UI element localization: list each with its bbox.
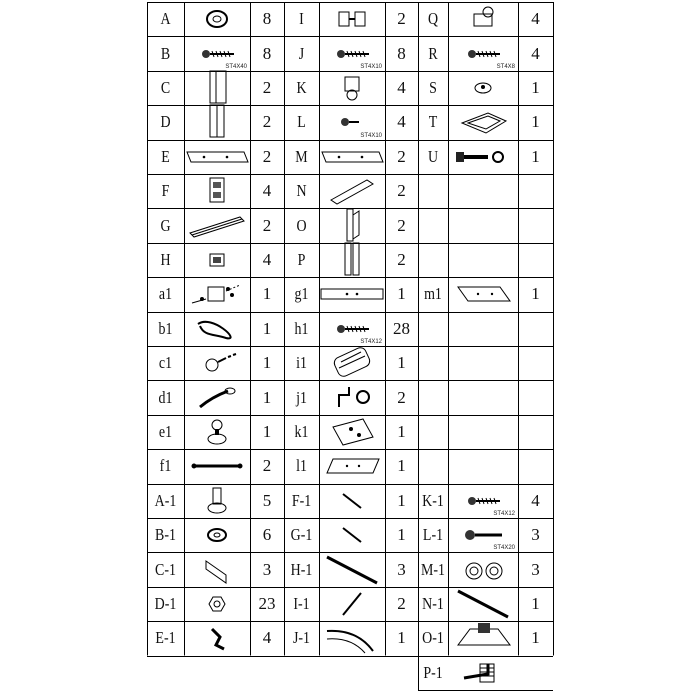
part-picture	[319, 587, 385, 621]
part-label: D	[160, 112, 171, 132]
part-picture	[448, 2, 518, 36]
part-quantity	[518, 243, 553, 277]
part-picture	[319, 2, 385, 36]
part-picture	[448, 587, 518, 621]
part-size-note: ST4X10	[360, 132, 382, 139]
part-quantity	[518, 346, 553, 380]
part-picture	[319, 518, 385, 552]
frame-profile-icon	[182, 107, 252, 137]
part-quantity	[518, 449, 553, 483]
part-label: h1	[294, 318, 309, 338]
part-label: i1	[296, 353, 307, 373]
part-quantity: 4	[262, 628, 272, 648]
part-picture	[448, 105, 518, 139]
part-label: S	[429, 77, 437, 97]
part-label: N-1	[422, 593, 444, 613]
part-quantity: 6	[262, 525, 272, 545]
part-quantity	[518, 380, 553, 414]
part-label: I	[299, 9, 304, 29]
empty-cell	[421, 208, 446, 242]
part-quantity: 8	[262, 43, 272, 63]
part-quantity	[518, 312, 553, 346]
part-quantity: 2	[397, 181, 406, 201]
part-quantity	[518, 174, 553, 208]
part-picture	[184, 277, 250, 311]
knob-icon	[182, 417, 252, 447]
part-picture	[319, 36, 385, 70]
part-label: P-1	[423, 662, 443, 682]
part-quantity: 1	[262, 387, 272, 407]
part-quantity: 4	[531, 490, 540, 510]
part-picture	[448, 243, 518, 277]
bolt-icon	[448, 142, 518, 172]
part-label: D-1	[154, 593, 177, 613]
washer-icon	[182, 520, 252, 550]
part-quantity: 23	[258, 593, 276, 613]
empty-cell	[421, 346, 446, 380]
part-quantity	[518, 415, 553, 449]
drain-pipe-icon	[448, 658, 518, 688]
part-label: M	[295, 146, 308, 166]
part-picture	[184, 174, 250, 208]
part-quantity: 1	[397, 421, 406, 441]
long-rod-icon	[317, 555, 387, 585]
part-quantity: 1	[397, 353, 406, 373]
part-quantity: 1	[262, 421, 272, 441]
part-picture	[184, 346, 250, 380]
part-label: K	[296, 77, 307, 97]
drain-base-icon	[448, 623, 518, 653]
part-label: C-1	[155, 559, 176, 579]
drain-hose-icon	[317, 348, 387, 378]
hose-icon	[182, 314, 252, 344]
part-label: e1	[158, 421, 173, 441]
part-size-note: ST4X10	[360, 63, 382, 70]
part-quantity: 2	[262, 456, 272, 476]
curved-panel-icon	[317, 623, 387, 653]
part-quantity: 1	[397, 284, 406, 304]
part-size-note: ST4X20	[493, 545, 515, 552]
part-label: J-1	[292, 628, 311, 648]
part-quantity: 3	[397, 559, 406, 579]
part-picture	[184, 380, 250, 414]
part-label: T	[428, 112, 438, 132]
part-label: C	[160, 77, 171, 97]
nut-icon	[182, 589, 252, 619]
part-picture	[319, 346, 385, 380]
flat-bar-icon	[317, 142, 387, 172]
part-label: B	[160, 43, 171, 63]
hinge-icon	[317, 4, 387, 34]
part-picture	[184, 484, 250, 518]
part-label: B-1	[155, 525, 176, 545]
part-label: E	[161, 146, 170, 166]
part-quantity: 1	[531, 593, 540, 613]
part-quantity: 2	[397, 146, 406, 166]
foot-icon	[182, 486, 252, 516]
part-quantity: 1	[262, 353, 272, 373]
part-picture	[319, 277, 385, 311]
part-label: L	[297, 112, 306, 132]
mount-plate-icon	[317, 417, 387, 447]
part-label: m1	[424, 284, 442, 304]
part-quantity: 2	[262, 215, 272, 235]
part-size-note: ST4X12	[360, 338, 382, 345]
part-picture	[319, 105, 385, 139]
wall-outlet-icon	[182, 348, 252, 378]
part-label: O-1	[422, 628, 444, 648]
part-picture	[184, 587, 250, 621]
part-picture	[448, 277, 518, 311]
part-picture	[184, 36, 250, 70]
part-quantity: 1	[397, 525, 406, 545]
part-quantity: 28	[393, 318, 410, 338]
part-quantity: 8	[262, 9, 272, 29]
part-label: Q	[427, 9, 439, 29]
part-label: G	[160, 215, 171, 235]
part-picture	[319, 415, 385, 449]
part-picture	[319, 208, 385, 242]
part-picture	[448, 449, 518, 483]
part-quantity: 1	[262, 284, 272, 304]
part-picture	[184, 518, 250, 552]
part-picture	[448, 174, 518, 208]
part-label: f1	[159, 456, 172, 476]
part-picture	[319, 140, 385, 174]
empty-cell	[421, 174, 446, 208]
part-picture	[448, 415, 518, 449]
part-quantity: 1	[397, 628, 406, 648]
part-picture	[184, 312, 250, 346]
part-picture	[319, 312, 385, 346]
part-picture	[184, 140, 250, 174]
part-label: F	[161, 181, 170, 201]
part-size-note: ST4X12	[493, 510, 515, 517]
part-label: J	[298, 43, 305, 63]
part-picture	[448, 312, 518, 346]
part-quantity: 2	[397, 387, 406, 407]
empty-cell	[421, 312, 446, 346]
part-picture	[319, 243, 385, 277]
part-quantity: 2	[397, 215, 406, 235]
part-label: H	[160, 249, 171, 269]
part-quantity: 1	[262, 318, 272, 338]
empty-cell	[421, 449, 446, 483]
part-label: b1	[158, 318, 173, 338]
pin-icon	[317, 486, 387, 516]
part-label: M-1	[420, 559, 446, 579]
part-label: U	[427, 146, 439, 166]
part-quantity: 4	[531, 9, 540, 29]
valve-assembly-icon	[182, 279, 252, 309]
flat-plate-icon	[317, 451, 387, 481]
part-picture	[448, 71, 518, 105]
part-picture	[448, 140, 518, 174]
part-quantity: 4	[531, 43, 540, 63]
seal-profile-icon	[317, 211, 387, 241]
part-picture	[448, 518, 518, 552]
part-picture	[184, 243, 250, 277]
part-quantity: 2	[397, 9, 406, 29]
part-picture	[184, 621, 250, 655]
small-block-icon	[182, 245, 252, 275]
part-quantity: 2	[262, 146, 272, 166]
part-quantity: 1	[531, 146, 540, 166]
part-quantity: 1	[531, 77, 540, 97]
part-picture	[448, 552, 518, 586]
hand-shower-icon	[182, 383, 252, 413]
part-quantity: 2	[262, 112, 272, 132]
plate-icon	[448, 279, 518, 309]
part-label: P	[297, 249, 306, 269]
part-quantity	[518, 208, 553, 242]
part-quantity: 4	[397, 112, 406, 132]
part-label: N	[296, 181, 307, 201]
part-picture	[184, 105, 250, 139]
part-quantity: 1	[531, 112, 540, 132]
pin-icon	[317, 520, 387, 550]
part-quantity: 1	[531, 284, 540, 304]
part-quantity: 1	[397, 490, 406, 510]
part-label: c1	[158, 353, 173, 373]
part-label: H-1	[290, 559, 313, 579]
part-picture	[184, 2, 250, 36]
short-rod-icon	[317, 589, 387, 619]
bracket-block-icon	[182, 176, 252, 206]
part-picture	[184, 71, 250, 105]
rail-plate-icon	[317, 279, 387, 309]
part-quantity: 1	[397, 456, 406, 476]
part-picture	[319, 484, 385, 518]
part-quantity: 2	[397, 593, 406, 613]
empty-cell	[421, 380, 446, 414]
clip-icon	[182, 623, 252, 653]
part-picture	[448, 484, 518, 518]
part-quantity: 5	[262, 490, 272, 510]
part-quantity: 3	[531, 559, 540, 579]
part-label: I-1	[293, 593, 310, 613]
part-picture	[184, 552, 250, 586]
part-quantity: 1	[531, 628, 540, 648]
part-picture	[448, 208, 518, 242]
part-quantity: 3	[262, 559, 272, 579]
long-channel-icon	[182, 211, 252, 241]
roller-icon	[317, 73, 387, 103]
handle-icon	[317, 176, 387, 206]
part-picture	[184, 449, 250, 483]
part-picture	[319, 380, 385, 414]
part-picture	[319, 174, 385, 208]
part-label: A	[160, 9, 171, 29]
angle-bracket-icon	[182, 555, 252, 585]
part-quantity: 8	[397, 43, 406, 63]
part-picture	[319, 71, 385, 105]
part-picture	[448, 621, 518, 655]
strip-icon	[182, 451, 252, 481]
part-picture	[448, 380, 518, 414]
empty-cell	[421, 415, 446, 449]
part-quantity	[518, 656, 553, 690]
part-quantity: 3	[531, 525, 540, 545]
part-quantity: 2	[262, 77, 272, 97]
wall-profile-icon	[182, 73, 252, 103]
part-picture	[319, 449, 385, 483]
part-label: g1	[294, 284, 309, 304]
double-profile-icon	[317, 245, 387, 275]
part-picture	[448, 36, 518, 70]
part-picture	[184, 415, 250, 449]
flat-bar-icon	[182, 142, 252, 172]
part-size-note: ST4X40	[225, 63, 247, 70]
part-label: L-1	[422, 525, 444, 545]
long-rod-icon	[448, 589, 518, 619]
part-label: l1	[296, 456, 307, 476]
part-label: k1	[294, 421, 309, 441]
round-cap-icon	[448, 73, 518, 103]
part-quantity: 4	[397, 77, 406, 97]
part-size-note: ST4X8	[496, 63, 515, 70]
part-picture	[448, 346, 518, 380]
part-label: j1	[296, 387, 307, 407]
part-label: E-1	[155, 628, 176, 648]
part-label: O	[296, 215, 307, 235]
part-label: F-1	[291, 490, 312, 510]
part-picture	[184, 208, 250, 242]
pipe-clamp-icon	[317, 383, 387, 413]
part-quantity: 4	[262, 249, 272, 269]
ring-clip-icon	[182, 4, 252, 34]
part-quantity: 2	[397, 249, 406, 269]
part-quantity: 4	[262, 181, 272, 201]
part-label: G-1	[290, 525, 313, 545]
empty-cell	[421, 243, 446, 277]
part-picture	[319, 621, 385, 655]
part-label: A-1	[154, 490, 177, 510]
corner-tray-icon	[448, 107, 518, 137]
rollers-icon	[448, 555, 518, 585]
part-label: d1	[158, 387, 173, 407]
part-label: a1	[158, 284, 173, 304]
part-label: R	[428, 43, 438, 63]
part-picture	[448, 656, 518, 690]
part-picture	[319, 552, 385, 586]
latch-icon	[448, 4, 518, 34]
part-label: K-1	[422, 490, 444, 510]
